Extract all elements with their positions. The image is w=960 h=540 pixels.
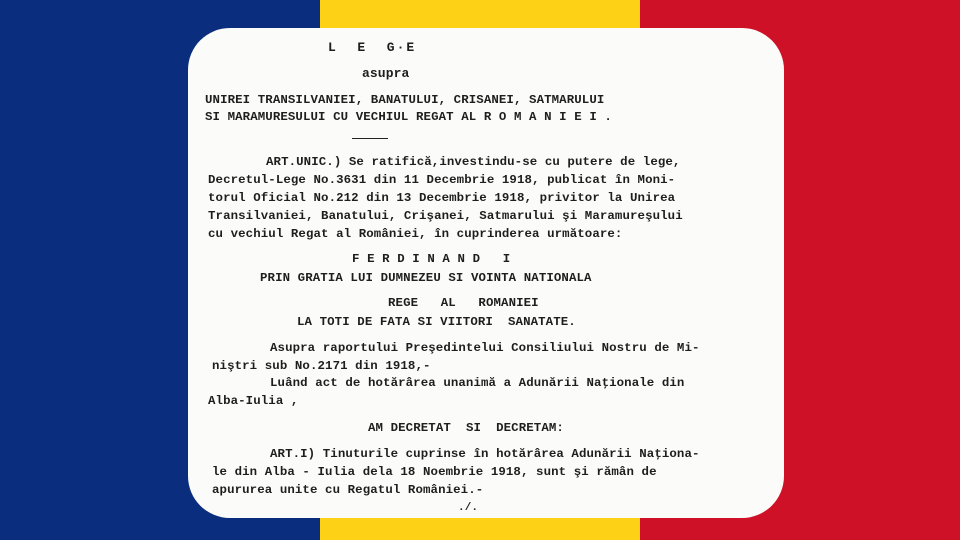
art-unic-line: cu vechiul Regat al României, în cuprinderea următoare:	[208, 227, 623, 241]
title-underline	[352, 138, 388, 139]
title-asupra: asupra	[362, 66, 410, 81]
art1-line: ART.I) Tinuturile cuprinse în hotărârea Adunării Naţiona-	[270, 447, 700, 461]
report-line: Asupra raportului Preşedintelui Consiliului Nostru de Mi-	[270, 341, 700, 355]
report-line: Luând act de hotărârea unanimă a Adunării Naţionale din	[270, 376, 685, 390]
art-unic-line: torul Oficial No.212 din 13 Decembrie 1918, privitor la Unirea	[208, 191, 676, 205]
page-marker: ./.	[458, 502, 479, 514]
report-line: Alba-Iulia ,	[208, 394, 299, 408]
salutation: LA TOTI DE FATA SI VIITORI SANATATE.	[297, 315, 576, 329]
document-scan	[188, 28, 784, 518]
art1-line: le din Alba - Iulia dela 18 Noembrie 1918, sunt şi rămân de	[212, 465, 657, 479]
king-title: REGE AL ROMANIEI	[388, 296, 539, 310]
art-unic-line: Decretul-Lege No.3631 din 11 Decembrie 1918, publicat în Moni-	[208, 173, 676, 187]
report-line: niştri sub No.2171 din 1918,-	[212, 359, 431, 373]
grace-line: PRIN GRATIA LUI DUMNEZEU SI VOINTA NATIONALA	[260, 271, 592, 285]
subject-line-1: UNIREI TRANSILVANIEI, BANATULUI, CRISANEI, SATMARULUI	[205, 93, 605, 107]
art1-line: apururea unite cu Regatul României.-	[212, 483, 484, 497]
subject-line-2: SI MARAMURESULUI CU VECHIUL REGAT AL R O M A N I E I .	[205, 110, 612, 124]
art-unic-line: ART.UNIC.) Se ratifică,investindu-se cu putere de lege,	[266, 155, 681, 169]
decree-heading: AM DECRETAT SI DECRETAM:	[368, 421, 564, 435]
king-name: F E R D I N A N D I	[352, 252, 511, 266]
title-lege: L E G·E	[328, 40, 417, 55]
art-unic-line: Transilvaniei, Banatului, Crişanei, Satmarului şi Maramureşului	[208, 209, 683, 223]
